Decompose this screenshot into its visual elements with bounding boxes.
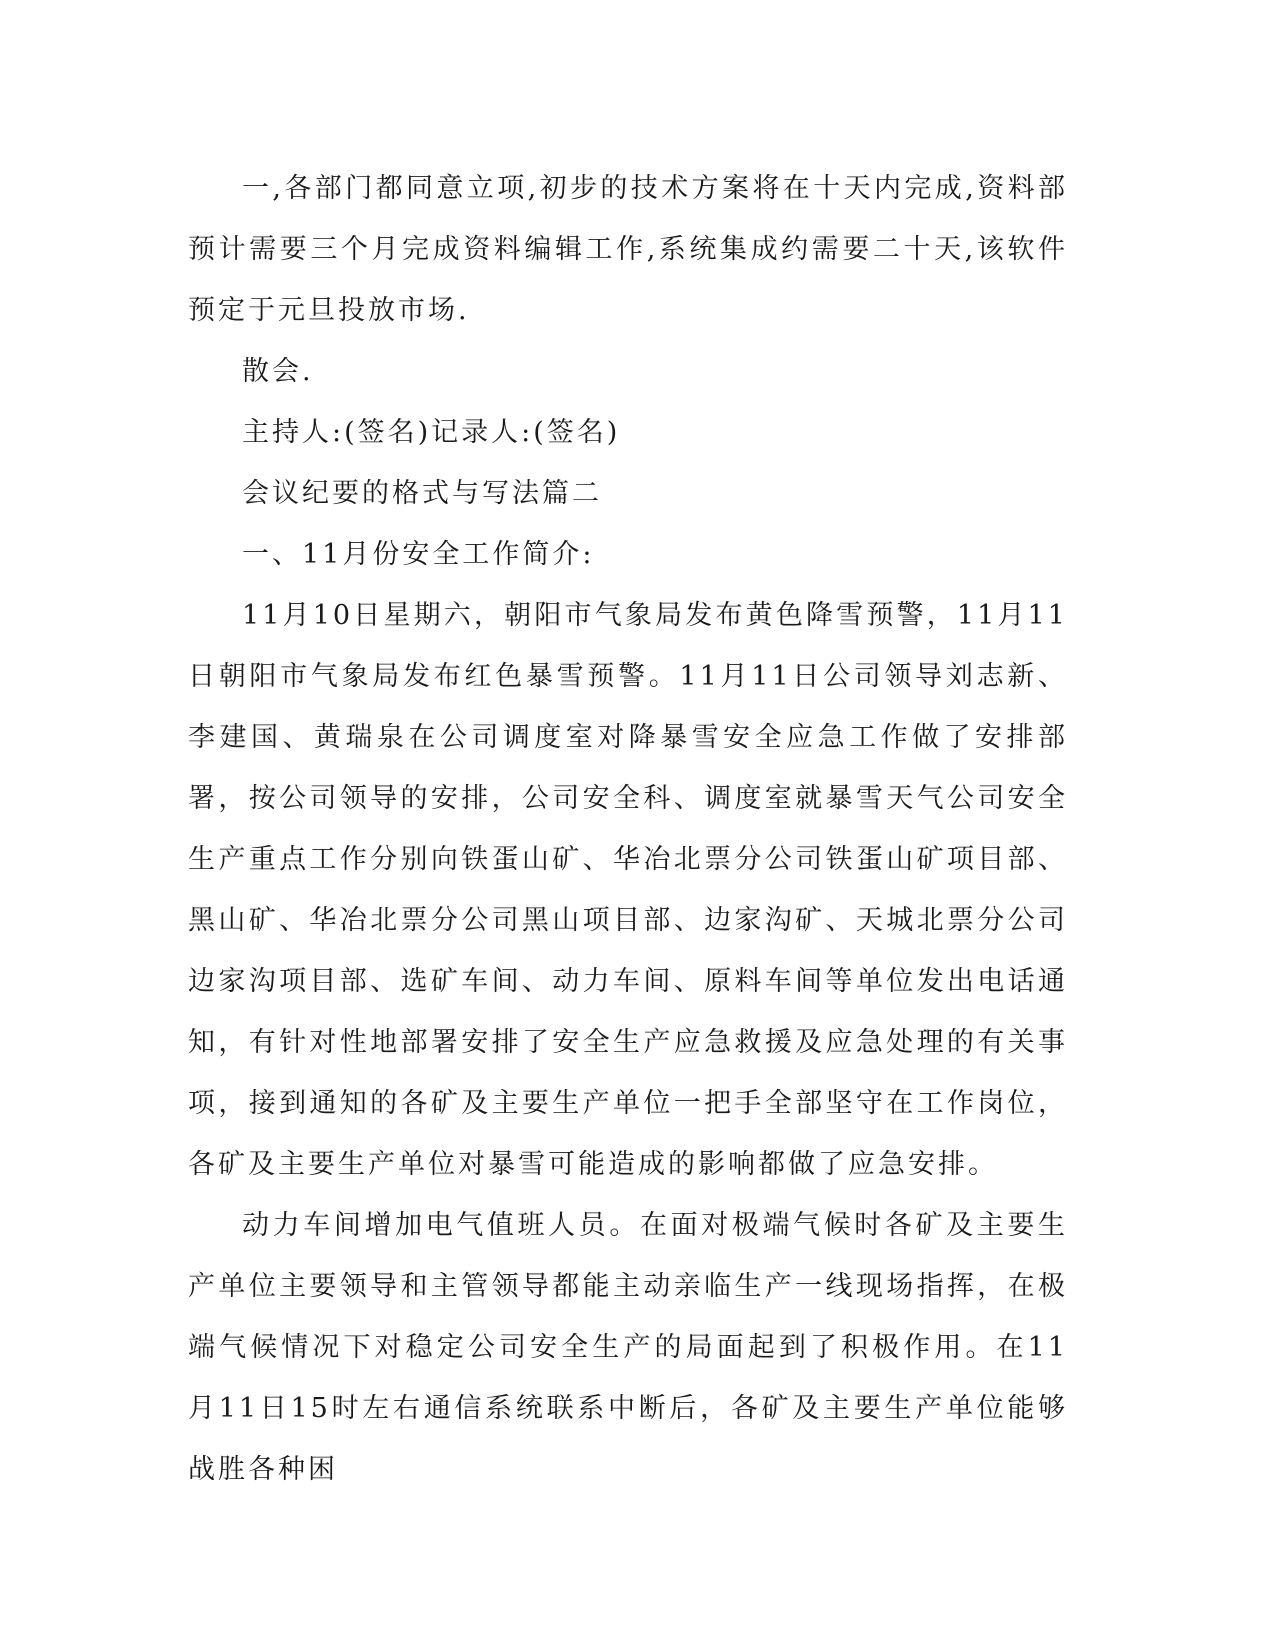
section-heading: 会议纪要的格式与写法篇二 [242,478,602,509]
paragraph-adjourn: 散会. [242,356,314,387]
paragraph-power-workshop: 动力车间增加电气值班人员。在面对极端气候时各矿及主要生产单位主要领导和主管领导都能主动亲临生产一线现场指挥，在极端气候情况下对稳定公司安全生产的局面起到了积极作用。在11月11日15时左右通信系统联系中断后，各矿及主要生产单位能够战胜各种困 [188,1210,1068,1485]
paragraph-project-approval: 一,各部门都同意立项,初步的技术方案将在十天内完成,资料部预计需要三个月完成资料编辑工作,系统集成约需要二十天,该软件预定于元旦投放市场. [188,173,1068,326]
subsection-heading: 一、11月份安全工作简介: [242,539,595,570]
document-body [188,158,1068,1500]
paragraph-signatures: 主持人:(签名)记录人:(签名) [242,417,621,448]
paragraph-snow-warning: 11月10日星期六，朝阳市气象局发布黄色降雪预警，11月11日朝阳市气象局发布红色暴雪预警。11月11日公司领导刘志新、李建国、黄瑞泉在公司调度室对降暴雪安全应急工作做了安排部署，按公司领导的安排，公司安全科、调度室就暴雪天气公司安全生产重点工作分别向铁蛋山矿、华冶北票分公司铁蛋山矿项目部、黑山矿、华冶北票分公司黑山项目部、边家沟矿、天城北票分公司边家沟项目部、选矿车间、动力车间、原料车间等单位发出电话通知，有针对性地部署安排了安全生产应急救援及应急处理的有关事项，接到通知的各矿及主要生产单位一把手全部坚守在工作岗位，各矿及主要生产单位对暴雪可能造成的影响都做了应急安排。 [188,600,1068,1180]
